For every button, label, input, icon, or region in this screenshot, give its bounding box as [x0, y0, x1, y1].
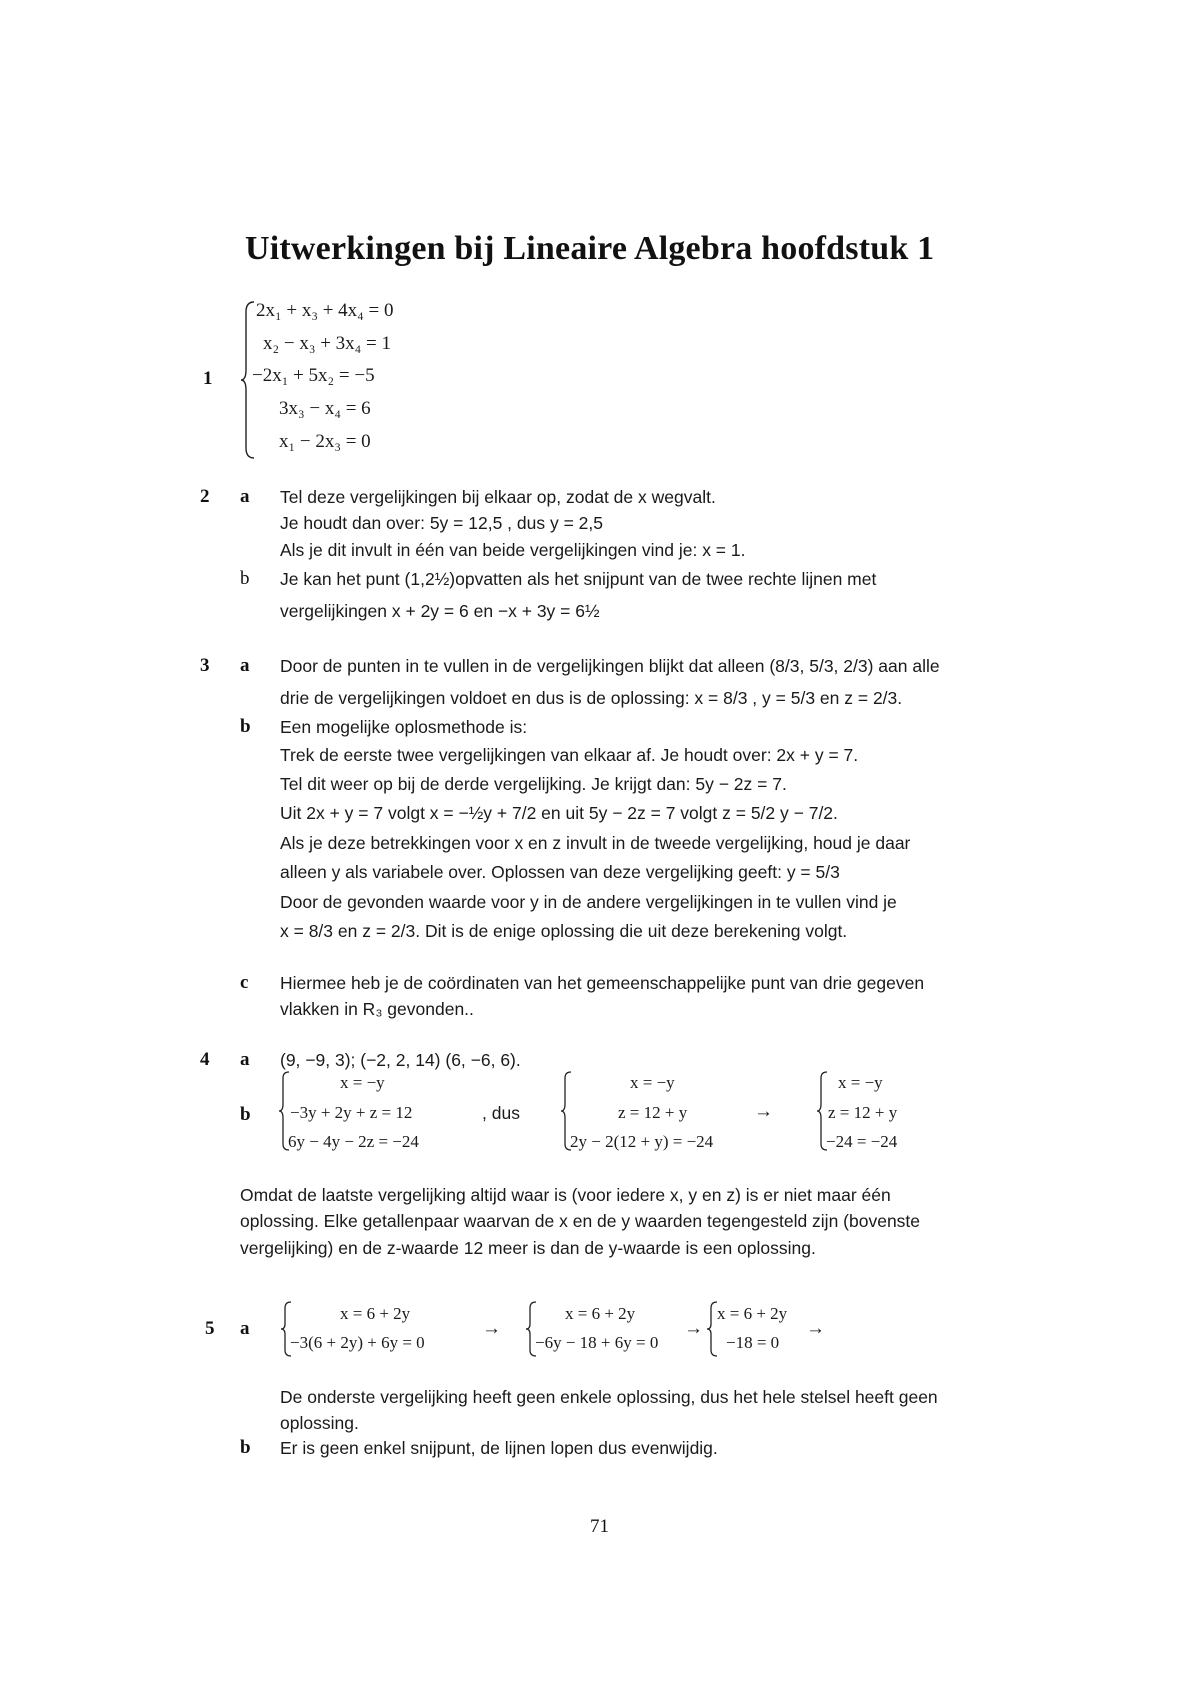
- q5-sys3-eq-1: x = 6 + 2y: [717, 1304, 788, 1323]
- q3-c-line-2: vlakken in R₃ gevonden..: [280, 999, 474, 1019]
- q3-b-line-5: Als je deze betrekkingen voor x en z invult in de tweede vergelijking, houd je daar: [280, 833, 911, 853]
- q1-eq-5: x₁ − 2x₃ = 0: [279, 431, 371, 452]
- q3-b-line-7: Door de gevonden waarde voor y in de andere vergelijkingen in te vullen vind je: [280, 892, 897, 912]
- q4-sys1-eq-2: −3y + 2y + z = 12: [290, 1103, 413, 1122]
- q5-sys3-eq-2: −18 = 0: [726, 1333, 780, 1352]
- q4-sys1-eq-3: 6y − 4y − 2z = −24: [288, 1132, 419, 1151]
- q1-eq-3: −2x₁ + 5x₂ = −5: [252, 365, 375, 386]
- page-title: Uitwerkingen bij Lineaire Algebra hoofdstuk 1: [245, 230, 935, 267]
- q1-eq-4: 3x₃ − x₄ = 6: [279, 398, 371, 419]
- question-4-number: 4: [200, 1049, 210, 1070]
- q5-arrow-3: →: [806, 1318, 825, 1339]
- q5-a-line-2: oplossing.: [280, 1413, 359, 1433]
- q5-a-label: a: [240, 1318, 250, 1339]
- q4-a-label: a: [240, 1049, 250, 1070]
- q3-a-line-2: drie de vergelijkingen voldoet en dus is de oplossing: x = 8/3 , y = 5/3 en z = 2/3.: [280, 688, 903, 708]
- q5-sys1-eq-2: −3(6 + 2y) + 6y = 0: [290, 1333, 425, 1352]
- q3-b-line-6: alleen y als variabele over. Oplossen van deze vergelijking geeft: y = 5/3: [280, 862, 840, 882]
- q4-sys2-eq-1: x = −y: [630, 1073, 675, 1092]
- q4-a-text: (9, −9, 3); (−2, 2, 14) (6, −6, 6).: [280, 1050, 521, 1070]
- q4-note-line-3: vergelijking) en de z-waarde 12 meer is dan de y-waarde is een oplossing.: [240, 1238, 816, 1258]
- q4-arrow: →: [754, 1101, 773, 1122]
- question-2-number: 2: [200, 486, 210, 507]
- q2-b-label: b: [240, 568, 250, 589]
- q5-b-text: Er is geen enkel snijpunt, de lijnen lopen dus evenwijdig.: [280, 1438, 718, 1458]
- q2-b-line-1: Je kan het punt (1,2½)opvatten als het snijpunt van de twee rechte lijnen met: [280, 569, 877, 589]
- q4-note-line-2: oplossing. Elke getallenpaar waarvan de x en de y waarden tegengesteld zijn (bovenste: [240, 1211, 921, 1231]
- q3-b-line-2: Trek de eerste twee vergelijkingen van elkaar af. Je houdt over: 2x + y = 7.: [280, 745, 859, 765]
- q2-a-line-3: Als je dit invult in één van beide vergelijkingen vind je: x = 1.: [280, 540, 746, 560]
- question-3-number: 3: [200, 655, 210, 676]
- q3-c-line-1: Hiermee heb je de coördinaten van het gemeenschappelijke punt van drie gegeven: [280, 973, 925, 993]
- q2-a-label: a: [240, 486, 250, 507]
- q2-a-line-2: Je houdt dan over: 5y = 12,5 , dus y = 2,5: [280, 513, 603, 533]
- q3-c-label: c: [240, 972, 249, 993]
- q3-b-line-4: Uit 2x + y = 7 volgt x = −½y + 7/2 en uit 5y − 2z = 7 volgt z = 5/2 y − 7/2.: [280, 803, 838, 823]
- q5-a-line-1: De onderste vergelijking heeft geen enkele oplossing, dus het hele stelsel heeft geen: [280, 1387, 938, 1407]
- q4-dus: , dus: [482, 1103, 520, 1123]
- q4-note-line-1: Omdat de laatste vergelijking altijd waar is (voor iedere x, y en z) is er niet maar één: [240, 1185, 891, 1205]
- q5-sys1-eq-1: x = 6 + 2y: [340, 1304, 411, 1323]
- q3-b-line-8: x = 8/3 en z = 2/3. Dit is de enige oplossing die uit deze berekening volgt.: [280, 921, 848, 941]
- page-number: 71: [590, 1516, 609, 1537]
- q5-arrow-1: →: [482, 1318, 501, 1339]
- q4-sys3-eq-1: x = −y: [838, 1073, 883, 1092]
- q3-b-label: b: [240, 716, 251, 737]
- q4-sys3-eq-2: z = 12 + y: [828, 1103, 898, 1122]
- q4-sys3-eq-3: −24 = −24: [826, 1132, 898, 1151]
- q3-b-line-3: Tel dit weer op bij de derde vergelijking. Je krijgt dan: 5y − 2z = 7.: [280, 774, 787, 794]
- q4-sys2-eq-2: z = 12 + y: [618, 1103, 688, 1122]
- q2-a-line-1: Tel deze vergelijkingen bij elkaar op, zodat de x wegvalt.: [280, 487, 716, 507]
- q2-b-line-2: vergelijkingen x + 2y = 6 en −x + 3y = 6½: [280, 601, 600, 621]
- question-5-number: 5: [205, 1318, 215, 1339]
- q4-b-label: b: [240, 1104, 251, 1125]
- q3-a-label: a: [240, 655, 250, 676]
- q3-a-line-1: Door de punten in te vullen in de vergelijkingen blijkt dat alleen (8/3, 5/3, 2/3) aan alle: [280, 656, 940, 676]
- q4-sys1-eq-1: x = −y: [340, 1073, 385, 1092]
- q4-sys2-eq-3: 2y − 2(12 + y) = −24: [570, 1132, 714, 1151]
- q1-eq-2: x₂ − x₃ + 3x₄ = 1: [263, 333, 392, 354]
- q3-b-line-1: Een mogelijke oplosmethode is:: [280, 717, 528, 737]
- q5-sys2-eq-1: x = 6 + 2y: [565, 1304, 636, 1323]
- q5-arrow-2: →: [684, 1318, 703, 1339]
- q5-b-label: b: [240, 1437, 251, 1458]
- question-1-number: 1: [203, 368, 213, 389]
- q1-eq-1: 2x₁ + x₃ + 4x₄ = 0: [256, 300, 394, 321]
- q5-sys2-eq-2: −6y − 18 + 6y = 0: [535, 1333, 659, 1352]
